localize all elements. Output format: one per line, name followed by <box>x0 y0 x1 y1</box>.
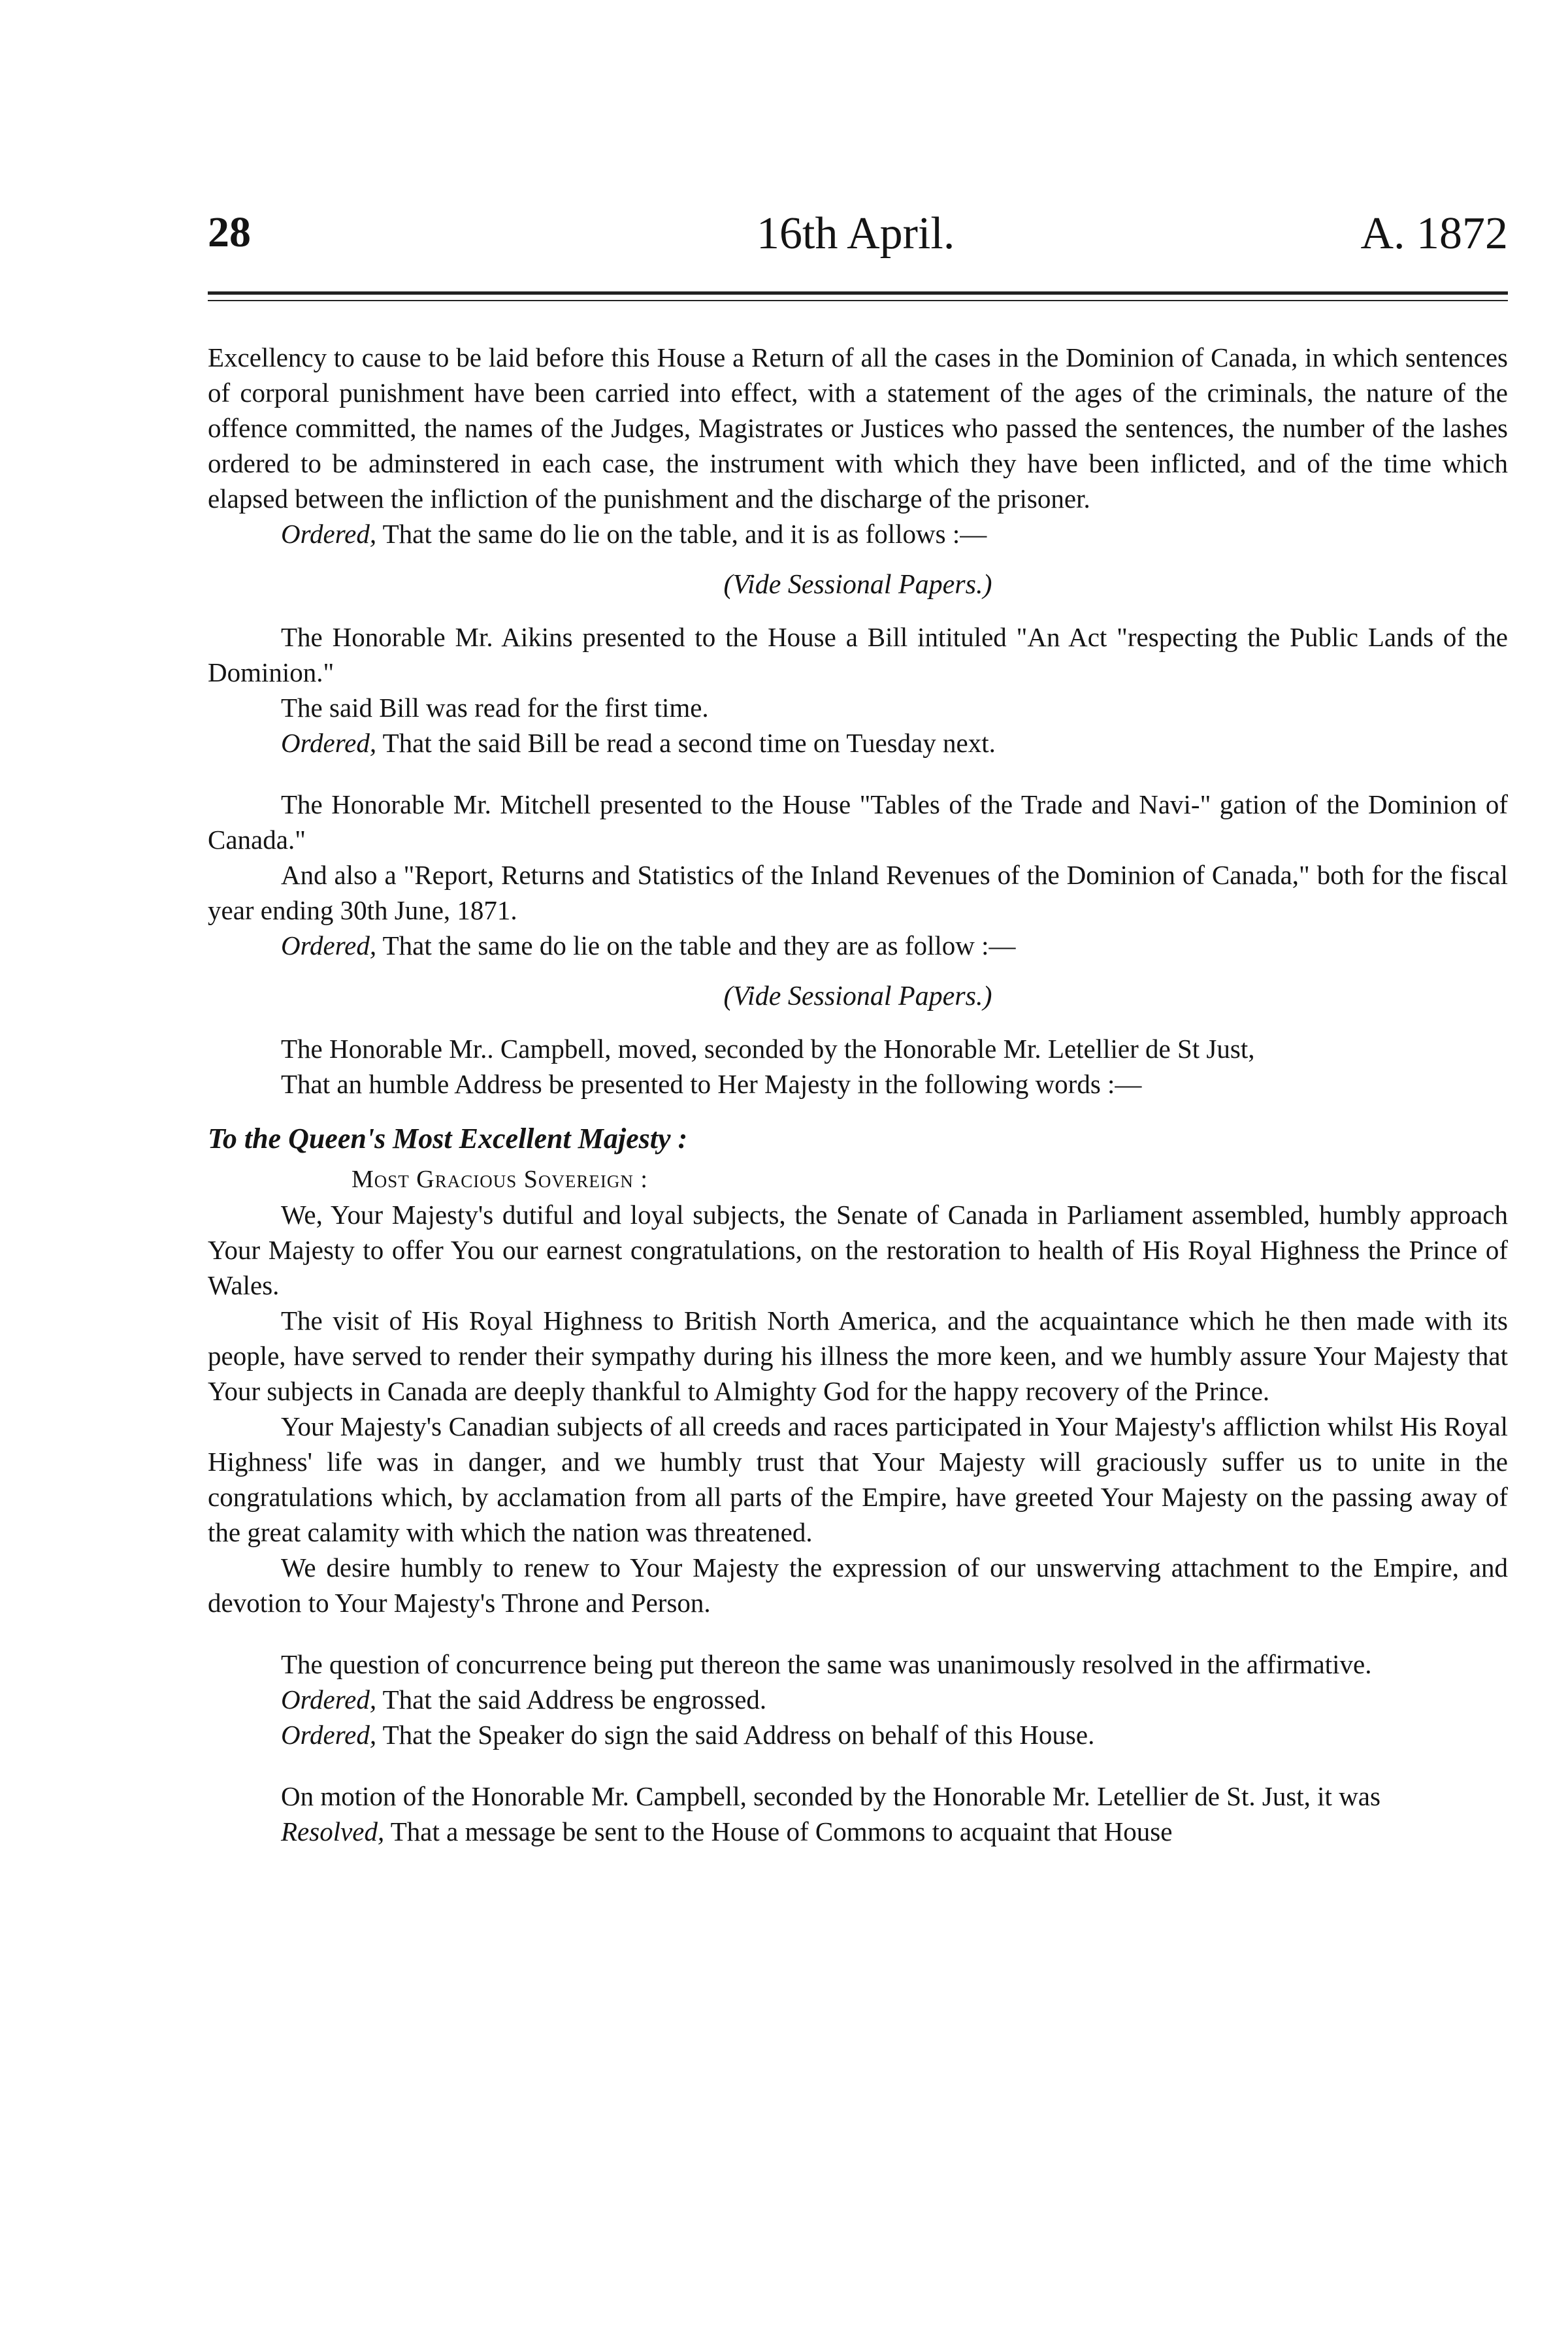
paragraph-ordered-table <box>208 516 1508 551</box>
header-rule-thin <box>208 300 1508 301</box>
ordered-text: That the same do lie on the table and they are as follow :— <box>376 930 1016 960</box>
page-number: 28 <box>208 208 251 256</box>
paragraph-ordered-follow <box>208 928 1508 963</box>
address-salutation: Most Gracious Sovereign : <box>351 1166 648 1193</box>
paragraph-aikins-bill: The Honorable Mr. Aikins presented to the House a Bill intituled "An Act "respecting the Public Lands of the Dominion." <box>208 622 1508 687</box>
ordered-label: Ordered, <box>281 519 377 549</box>
address-paragraph-4: We desire humbly to renew to Your Majesty the expression of our unswerving attachment to the Empire, and devotion to Your Majesty's Throne and Person. <box>208 1552 1508 1618</box>
ordered-text: That the Speaker do sign the said Address on behalf of this House. <box>376 1720 1095 1750</box>
ordered-label: Ordered, <box>281 930 377 960</box>
address-paragraph-2: The visit of His Royal Highness to British North America, and the acquaintance which he then made with its people, have served to render their sympathy during his illness the more keen, and we humbly assure Your Majesty that Your subjects in Canada are deeply thankful to Almighty God for the happy recovery of the Prince. <box>208 1305 1508 1406</box>
paragraph-humble-address: That an humble Address be presented to Her Majesty in the following words :— <box>281 1069 1142 1099</box>
paragraph-campbell-motion-2: On motion of the Honorable Mr. Campbell, seconded by the Honorable Mr. Letellier de St. Just, it was <box>281 1781 1380 1811</box>
ordered-label: Ordered, <box>281 1684 377 1715</box>
paragraph-inland-revenues: And also a "Report, Returns and Statistics of the Inland Revenues of the Dominion of Canada," both for the fiscal year ending 30th June, 1871. <box>208 860 1508 925</box>
ordered-text: That the same do lie on the table, and it is as follows :— <box>376 519 987 549</box>
vide-sessional-papers-1: (Vide Sessional Papers.) <box>723 570 992 600</box>
resolved-text: That a message be sent to the House of Commons to acquaint that House <box>384 1816 1173 1846</box>
header-rule-thick <box>208 291 1508 295</box>
ordered-text: That the said Address be engrossed. <box>376 1684 767 1715</box>
page-header <box>208 208 1508 267</box>
vide-sessional-papers-2: (Vide Sessional Papers.) <box>723 981 992 1011</box>
paragraph-concurrence: The question of concurrence being put thereon the same was unanimously resolved in the affirmative. <box>281 1649 1372 1679</box>
ordered-label: Ordered, <box>281 1720 377 1750</box>
ordered-text: That the said Bill be read a second time on Tuesday next. <box>376 728 996 758</box>
paragraph-campbell-motion: The Honorable Mr.. Campbell, moved, seconded by the Honorable Mr. Letellier de St Just, <box>281 1034 1255 1064</box>
paragraph-mitchell-tables: The Honorable Mr. Mitchell presented to the House "Tables of the Trade and Navi-" gation of the Dominion of Canada." <box>208 789 1508 855</box>
address-heading: To the Queen's Most Excellent Majesty : <box>208 1123 688 1155</box>
resolved-label: Resolved, <box>281 1816 385 1846</box>
address-paragraph-3: Your Majesty's Canadian subjects of all creeds and races participated in Your Majesty's affliction whilst His Royal Highness' life was in danger, and we humbly trust that Your Majesty will graciously suffer us to unite in the congratulations which, by acclamation from all parts of the Empire, have greeted Your Majesty on the passing away of the great calamity with which the nation was threatened. <box>208 1411 1508 1547</box>
header-year: A. 1872 <box>1360 208 1508 259</box>
paragraph-return-request: Excellency to cause to be laid before this House a Return of all the cases in the Dominion of Canada, in which sentences of corporal punishment have been carried into effect, with a statement of the ages of the criminals, the nature of the offence committed, the names of the Judges, Magistrates or Justices who passed the sentences, the number of the lashes ordered to be adminstered in each case, the instrument with which they have been inflicted, and of the time which elapsed between the infliction of the punishment and the discharge of the prisoner. <box>208 342 1508 514</box>
page-body <box>208 340 1508 1849</box>
paragraph-ordered-speaker <box>208 1717 1508 1752</box>
header-date: 16th April. <box>757 208 955 259</box>
address-paragraph-1: We, Your Majesty's dutiful and loyal subjects, the Senate of Canada in Parliament assembled, humbly approach Your Majesty to offer You our earnest congratulations, on the restoration to health of His Royal Highness the Prince of Wales. <box>208 1200 1508 1300</box>
paragraph-first-reading: The said Bill was read for the first time. <box>281 693 709 723</box>
paragraph-resolved-message <box>208 1814 1508 1849</box>
ordered-label: Ordered, <box>281 728 377 758</box>
paragraph-ordered-engrossed <box>208 1682 1508 1717</box>
paragraph-ordered-second-reading <box>208 725 1508 761</box>
